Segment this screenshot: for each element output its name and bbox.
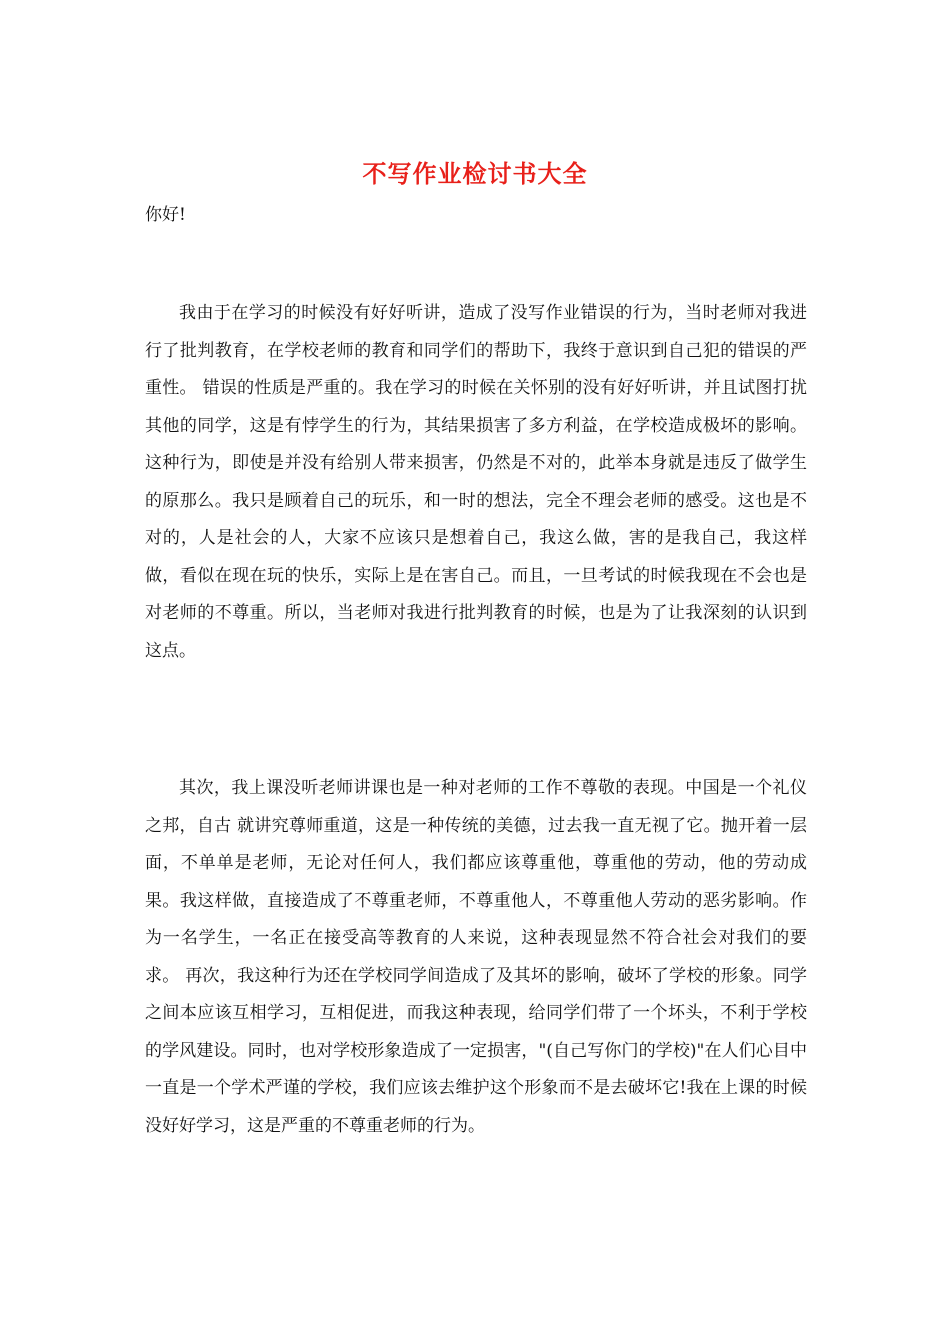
paragraph-2: 其次，我上课没听老师讲课也是一种对老师的工作不尊敬的表现。中国是一个礼仪之邦，自古 就讲究尊师重道，这是一种传统的美德，过去我一直无视了它。抛开着一层面，不单单是老师，无论对任何人，我们都应该尊重他，尊重他的劳动，他的劳动成果。我这样做，直接造成了不尊重老师，不尊重他人，不尊重他人劳动的恶劣影响。作为一名学生，一名正在接受高等教育的人来说，这种表现显然不符合社会对我们的要求。 再次，我这种行为还在学校同学间造成了及其坏的影响，破坏了学校的形象。同学之间本应该互相学习，互相促进，而我这种表现，给同学们带了一个坏头，不利于学校的学风建设。同时，也对学校形象造成了一定损害，"(自己写你门的学校)"在人们心目中一直是一个学术严谨的学校，我们应该去维护这个形象而不是去破坏它!我在上课的时候没好好学习，这是严重的不尊重老师的行为。	[145, 778, 807, 1136]
document-title: 不写作业检讨书大全	[362, 159, 588, 188]
paragraph-1: 我由于在学习的时候没有好好听讲，造成了没写作业错误的行为，当时老师对我进行了批判教育，在学校老师的教育和同学们的帮助下，我终于意识到自己犯的错误的严重性。 错误的性质是严重的。我在学习的时候在关怀别的没有好好听讲，并且试图打扰其他的同学，这是有悖学生的行为，其结果损害了多方利益，在学校造成极坏的影响。这种行为，即使是并没有给别人带来损害，仍然是不对的，此举本身就是违反了做学生的原那么。我只是顾着自己的玩乐，和一时的想法，完全不理会老师的感受。这也是不对的，人是社会的人，大家不应该只是想着自己，我这么做，害的是我自己，我这样做，看似在现在玩的快乐，实际上是在害自己。而且，一旦考试的时候我现在不会也是对老师的不尊重。所以，当老师对我进行批判教育的时候，也是为了让我深刻的认识到这点。	[145, 303, 807, 661]
greeting: 你好!	[145, 205, 186, 225]
